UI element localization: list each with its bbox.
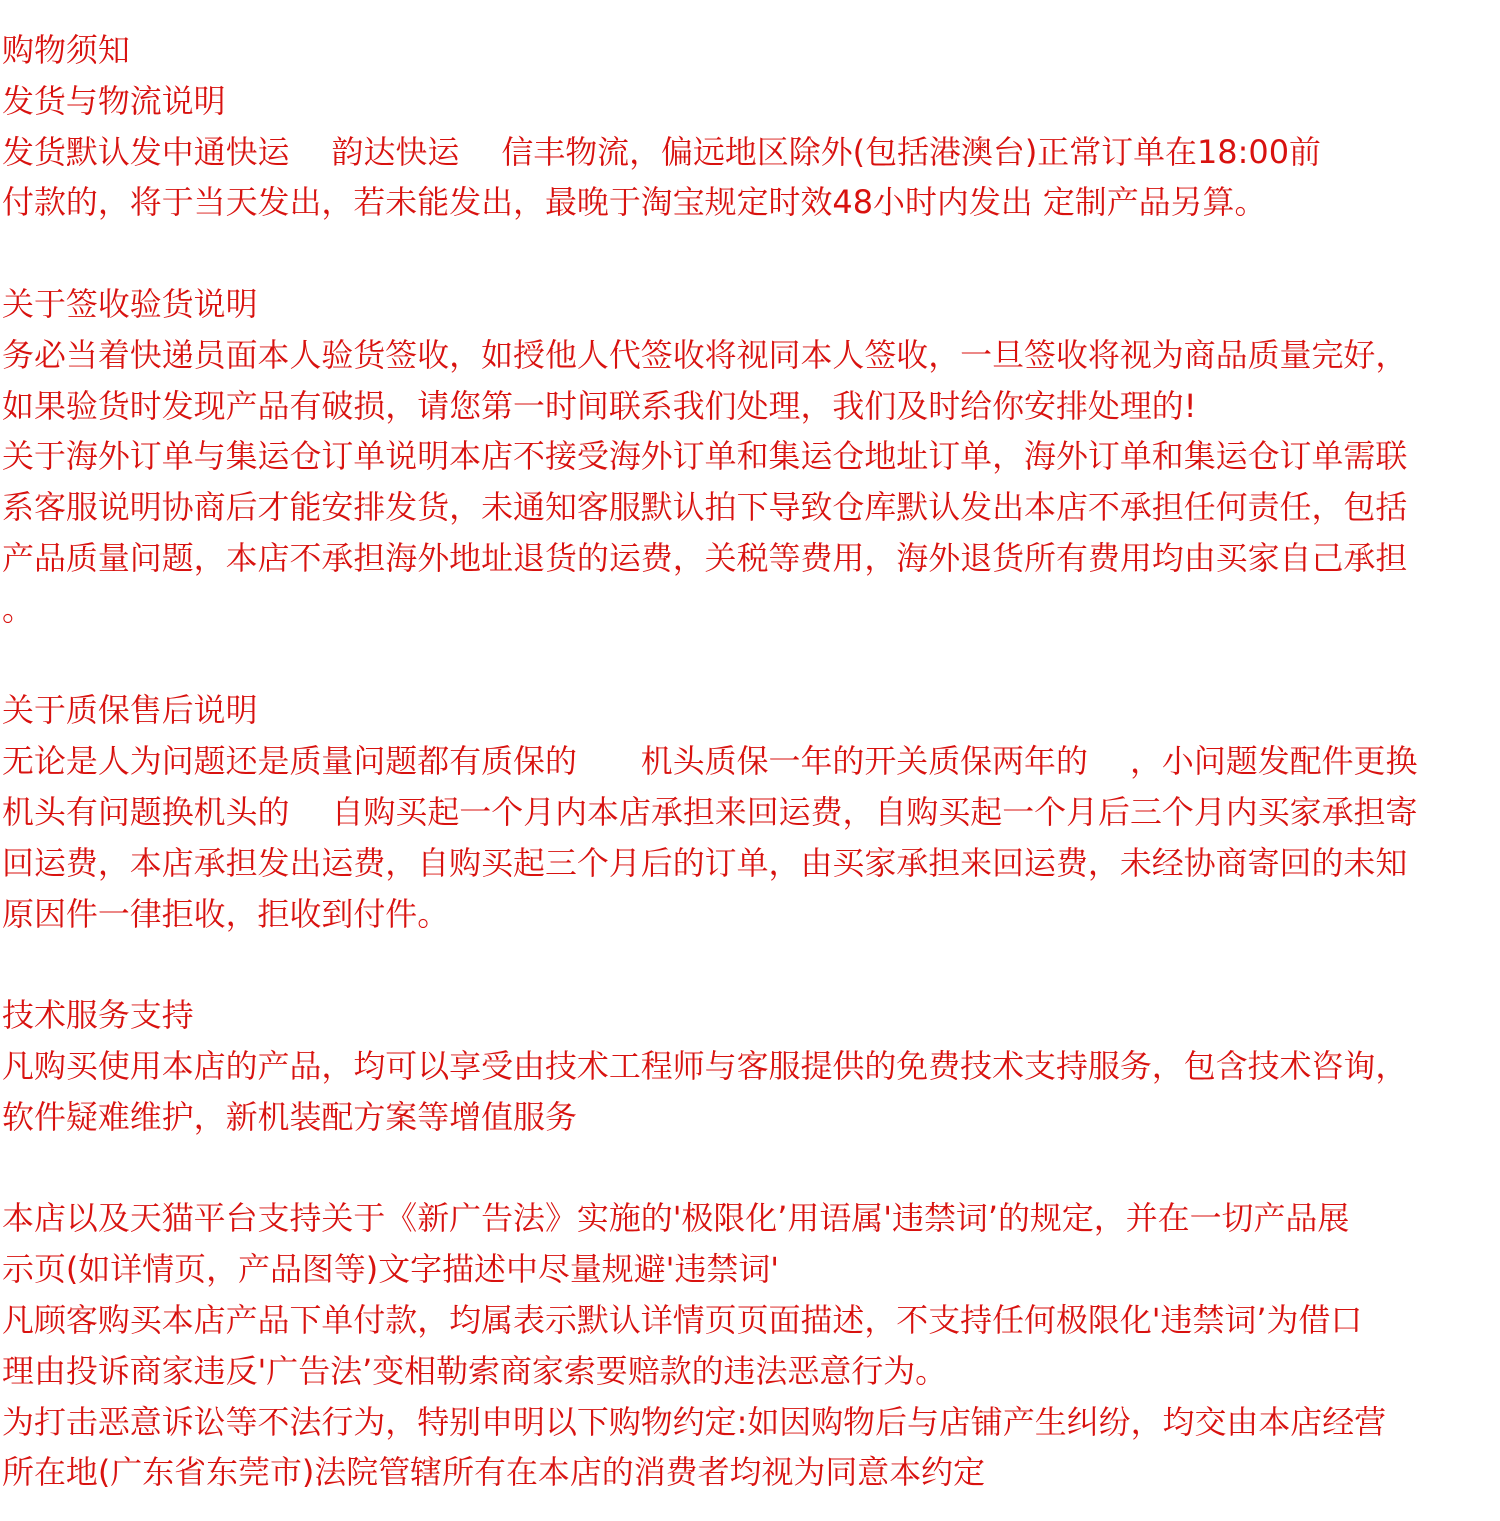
shipping-text-line: 发货默认发中通快运 韵达快运 信丰物流，偏远地区除外(包括港澳台)正常订单在18:00前 xyxy=(2,132,1321,171)
warranty-text-line: 无论是人为问题还是质量问题都有质保的 机头质保一年的开关质保两年的 ，小问题发配件更换 xyxy=(2,742,1418,781)
ad-law-text-line: 凡顾客购买本店产品下单付款，均属表示默认详情页页面描述，不支持任何极限化'违禁词’为借口 xyxy=(2,1300,1363,1339)
blank-line xyxy=(2,939,1498,990)
overseas-order-text-line: 产品质量问题，本店不承担海外地址退货的运费，关税等费用，海外退货所有费用均由买家自己承担 xyxy=(2,538,1408,577)
ad-law-text-line: 理由投诉商家违反'广告法’变相勒索商家索要赔款的违法恶意行为。 xyxy=(2,1351,948,1390)
jurisdiction-text-line: 所在地(广东省东莞市)法院管辖所有在本店的消费者均视为同意本约定 xyxy=(2,1453,986,1492)
inspection-text-line: 如果验货时发现产品有破损，请您第一时间联系我们处理，我们及时给你安排处理的! xyxy=(2,386,1197,425)
shopping-notice-document xyxy=(2,25,1498,1498)
warranty-text-line: 原因件一律拒收，拒收到付件。 xyxy=(2,894,450,933)
overseas-order-text-line: 关于海外订单与集运仓订单说明本店不接受海外订单和集运仓地址订单，海外订单和集运仓订单需联 xyxy=(2,437,1408,476)
inspection-text-line: 务必当着快递员面本人验货签收，如授他人代签收将视同本人签收，一旦签收将视为商品质量完好， xyxy=(2,335,1408,374)
jurisdiction-text-line: 为打击恶意诉讼等不法行为，特别申明以下购物约定:如因购物后与店铺产生纠纷，均交由本店经营 xyxy=(2,1402,1387,1441)
blank-line xyxy=(2,228,1498,279)
tech-support-text-line: 凡购买使用本店的产品，均可以享受由技术工程师与客服提供的免费技术支持服务，包含技术咨询， xyxy=(2,1046,1408,1085)
tech-support-text-line: 软件疑难维护，新机装配方案等增值服务 xyxy=(2,1097,577,1136)
warranty-text-line: 机头有问题换机头的 自购买起一个月内本店承担来回运费，自购买起一个月后三个月内买家承担寄 xyxy=(2,792,1418,831)
overseas-order-text-line: 系客服说明协商后才能安排发货，未通知客服默认拍下导致仓库默认发出本店不承担任何责任，包括 xyxy=(2,488,1408,527)
blank-line xyxy=(2,1143,1498,1194)
inspection-section-heading: 关于签收验货说明 xyxy=(2,284,258,323)
tech-support-section-heading: 技术服务支持 xyxy=(2,996,194,1035)
shipping-text-line: 付款的，将于当天发出，若未能发出，最晚于淘宝规定时效48小时内发出 定制产品另算。 xyxy=(2,183,1267,222)
overseas-order-text-line: 。 xyxy=(2,589,34,628)
shipping-section-heading: 发货与物流说明 xyxy=(2,81,226,120)
warranty-section-heading: 关于质保售后说明 xyxy=(2,691,258,730)
ad-law-text-line: 本店以及天猫平台支持关于《新广告法》实施的'极限化’用语属'违禁词’的规定，并在一切产品展 xyxy=(2,1199,1350,1238)
ad-law-text-line: 示页(如详情页，产品图等)文字描述中尽量规避'违禁词' xyxy=(2,1250,780,1289)
blank-line xyxy=(2,635,1498,686)
warranty-text-line: 回运费，本店承担发出运费，自购买起三个月后的订单，由买家承担来回运费，未经协商寄回的未知 xyxy=(2,843,1408,882)
notice-title: 购物须知 xyxy=(2,31,130,69)
